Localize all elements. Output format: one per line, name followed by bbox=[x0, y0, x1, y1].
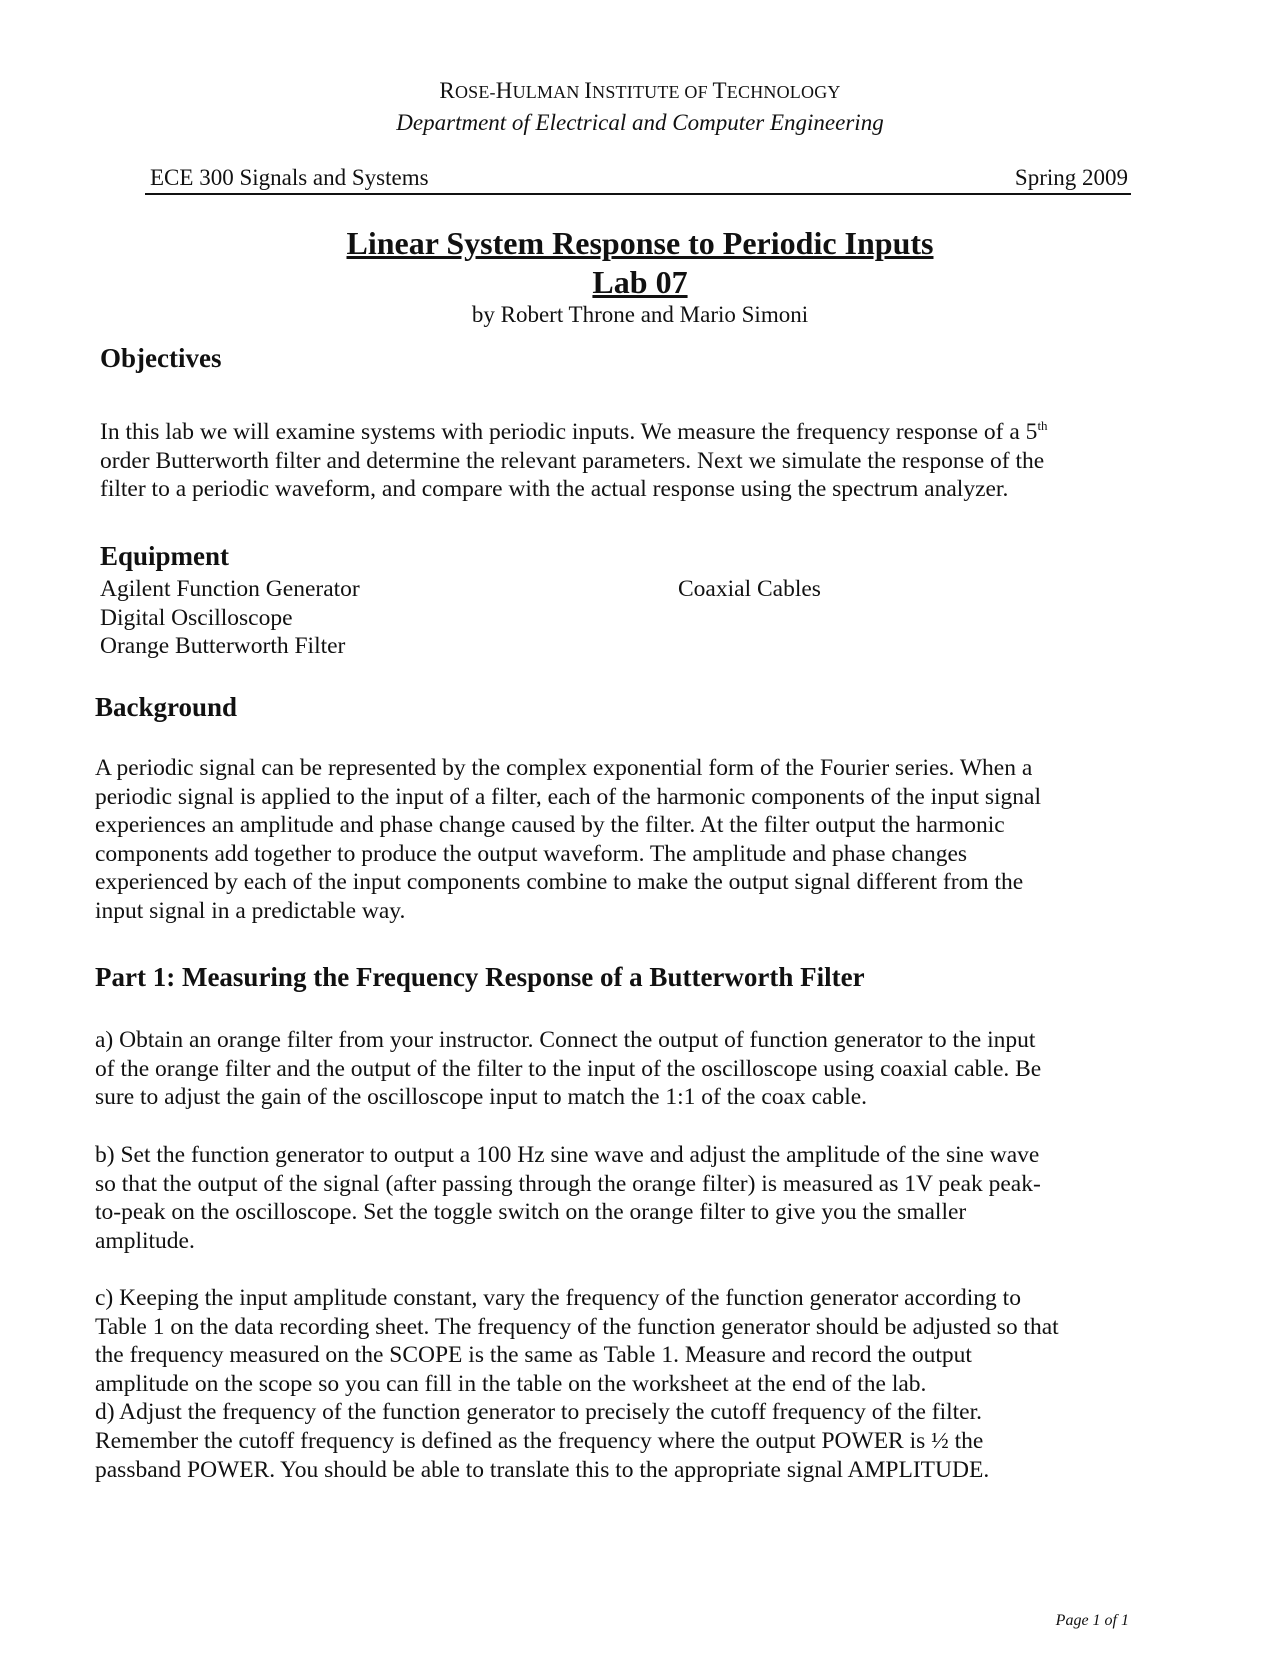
background-line: experiences an amplitude and phase change caused by the filter. At the filter output the harmonic bbox=[95, 812, 1005, 839]
step-line: Table 1 on the data recording sheet. The frequency of the function generator should be adjusted so that bbox=[95, 1313, 1059, 1340]
step-line: so that the output of the signal (after passing through the orange filter) is measured as 1V peak peak- bbox=[95, 1170, 1041, 1197]
equipment-list-right bbox=[678, 575, 821, 604]
equipment-heading: Equipment bbox=[100, 541, 230, 571]
course-name: ECE 300 Signals and Systems bbox=[150, 165, 429, 190]
objectives-line: filter to a periodic waveform, and compare with the actual response using the spectrum analyzer. bbox=[100, 476, 1009, 503]
step-line: Remember the cutoff frequency is defined as the frequency where the output POWER is ½ the bbox=[95, 1427, 984, 1454]
institution-name: ROSE-HULMAN INSTITUTE OF TECHNOLOGY bbox=[439, 78, 841, 103]
step-line: d) Adjust the frequency of the function generator to precisely the cutoff frequency of the filter. bbox=[95, 1399, 983, 1426]
objectives-paragraph bbox=[100, 418, 1140, 504]
step-line: the frequency measured on the SCOPE is the same as Table 1. Measure and record the output bbox=[95, 1342, 972, 1369]
superscript-th: th bbox=[1037, 418, 1048, 433]
background-line: components add together to produce the output waveform. The amplitude and phase changes bbox=[95, 840, 968, 867]
course-header-row bbox=[145, 165, 1131, 195]
background-line: input signal in a predictable way. bbox=[95, 897, 406, 924]
step-line: passband POWER. You should be able to translate this to the appropriate signal AMPLITUDE. bbox=[95, 1456, 990, 1483]
course-term: Spring 2009 bbox=[1014, 165, 1128, 190]
step-line: of the orange filter and the output of the filter to the input of the oscilloscope using coaxial cable. Be bbox=[95, 1055, 1042, 1082]
step-line: c) Keeping the input amplitude constant, vary the frequency of the function generator according to bbox=[95, 1285, 1021, 1311]
step-line: sure to adjust the gain of the oscilloscope input to match the 1:1 of the coax cable. bbox=[95, 1084, 868, 1111]
background-line: periodic signal is applied to the input of a filter, each of the harmonic components of the input signal bbox=[95, 783, 1041, 810]
part1-steps-c-d bbox=[95, 1284, 1135, 1484]
step-line: amplitude on the scope so you can fill in the table on the worksheet at the end of the lab. bbox=[95, 1370, 927, 1397]
equipment-item: Agilent Function Generator bbox=[100, 576, 360, 602]
part1-heading: Part 1: Measuring the Frequency Response of a Butterworth Filter bbox=[95, 962, 865, 992]
equipment-item: Orange Butterworth Filter bbox=[100, 633, 346, 660]
part1-step-a bbox=[95, 1026, 1135, 1112]
page-number: Page 1 of 1 bbox=[1055, 1612, 1129, 1629]
step-line: amplitude. bbox=[95, 1227, 195, 1254]
step-line: b) Set the function generator to output a 100 Hz sine wave and adjust the amplitude of the sine wave bbox=[95, 1142, 1040, 1168]
background-line: A periodic signal can be represented by the complex exponential form of the Fourier series. When a bbox=[95, 755, 1033, 781]
background-line: experienced by each of the input components combine to make the output signal different from the bbox=[95, 869, 1024, 896]
part1-step-b bbox=[95, 1141, 1135, 1255]
step-line: a) Obtain an orange filter from your instructor. Connect the output of function generator to the input bbox=[95, 1027, 1036, 1053]
background-heading: Background bbox=[95, 692, 238, 722]
objectives-line: In this lab we will examine systems with periodic inputs. We measure the frequency response of a 5th bbox=[100, 418, 1048, 445]
authors: by Robert Throne and Mario Simoni bbox=[471, 302, 809, 327]
background-paragraph bbox=[95, 754, 1135, 926]
step-line: to-peak on the oscilloscope. Set the toggle switch on the orange filter to give you the smaller bbox=[95, 1199, 967, 1226]
department-name: Department of Electrical and Computer Engineering bbox=[396, 110, 884, 135]
equipment-item: Digital Oscilloscope bbox=[100, 604, 293, 631]
equipment-list-left bbox=[100, 575, 360, 661]
equipment-item: Coaxial Cables bbox=[678, 576, 821, 602]
objectives-heading: Objectives bbox=[100, 343, 222, 373]
objectives-line: order Butterworth filter and determine the relevant parameters. Next we simulate the response of the bbox=[100, 447, 1045, 474]
lab-number: Lab 07 bbox=[592, 264, 688, 300]
document-title: Linear System Response to Periodic Inputs bbox=[346, 225, 934, 261]
